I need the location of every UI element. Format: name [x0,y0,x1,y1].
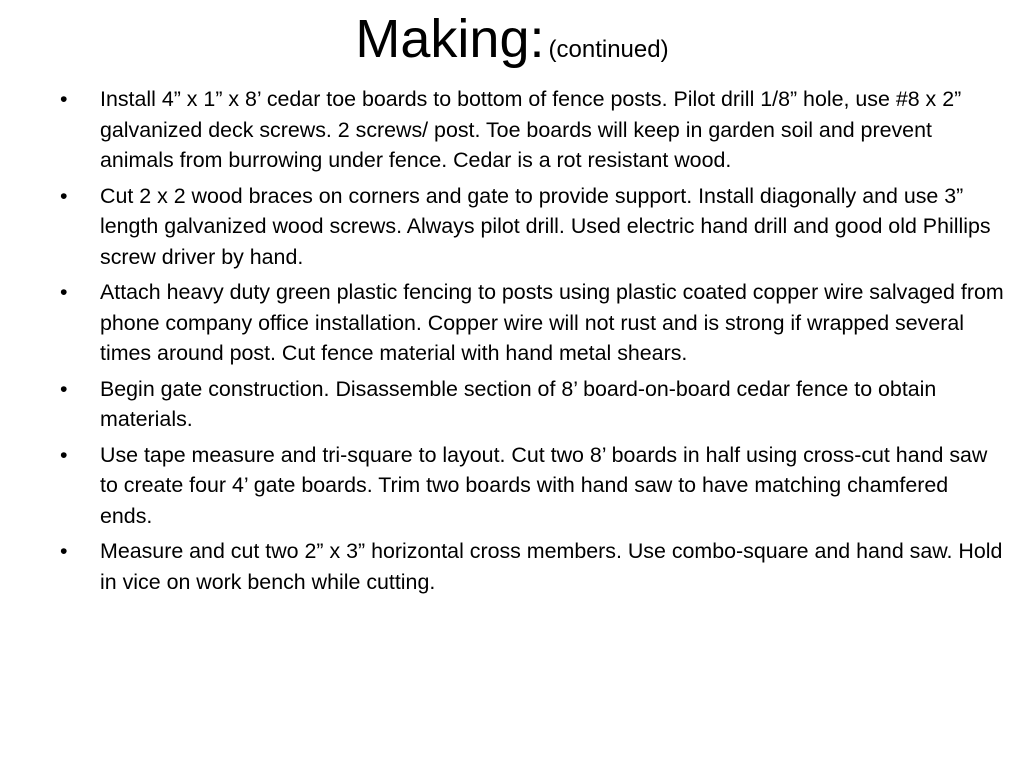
bullet-text: Use tape measure and tri-square to layout. Cut two 8’ boards in half using cross-cut hand saw to create four 4’ gate boards. Trim two boards with hand saw to have matching chamfered ends. [100,442,988,528]
bullet-text: Cut 2 x 2 wood braces on corners and gate to provide support. Install diagonally and use 3” length galvanized wood screws. Always pilot drill. Used electric hand drill and good old Phillips screw driver by hand. [100,183,991,269]
bullet-text: Begin gate construction. Disassemble section of 8’ board-on-board cedar fence to obtain materials. [100,376,937,431]
bullet-item [54,374,1004,435]
bullet-item [54,277,1004,369]
title-subtitle: (continued) [548,36,669,63]
bullet-text: Attach heavy duty green plastic fencing to posts using plastic coated copper wire salvaged from phone company office installation. Copper wire will not rust and is strong if wrapped several times around post. Cut fence material with hand metal shears. [100,280,1004,365]
bullet-item [54,536,1004,597]
bullet-item [54,181,1004,273]
bullet-marker: • [60,376,68,401]
bullet-marker: • [60,87,68,111]
bullet-item [54,440,1004,532]
bullet-marker: • [60,539,68,563]
bullet-text: Install 4” x 1” x 8’ cedar toe boards to bottom of fence posts. Pilot drill 1/8” hole, use #8 x 2” galvanized deck screws. 2 screws/ post. Toe boards will keep in garden soil and prevent animals from burrowing under fence. Cedar is a rot resistant wood. [100,87,962,172]
bullet-item [54,84,1004,176]
slide-title [0,10,1024,69]
bullet-list [54,84,1004,602]
bullet-marker: • [60,183,68,208]
bullet-marker: • [60,442,68,467]
bullet-text: Measure and cut two 2” x 3” horizontal cross members. Use combo-square and hand saw. Hold in vice on work bench while cutting. [100,539,1003,594]
bullet-marker: • [60,280,68,304]
title-main: Making: [355,9,545,69]
